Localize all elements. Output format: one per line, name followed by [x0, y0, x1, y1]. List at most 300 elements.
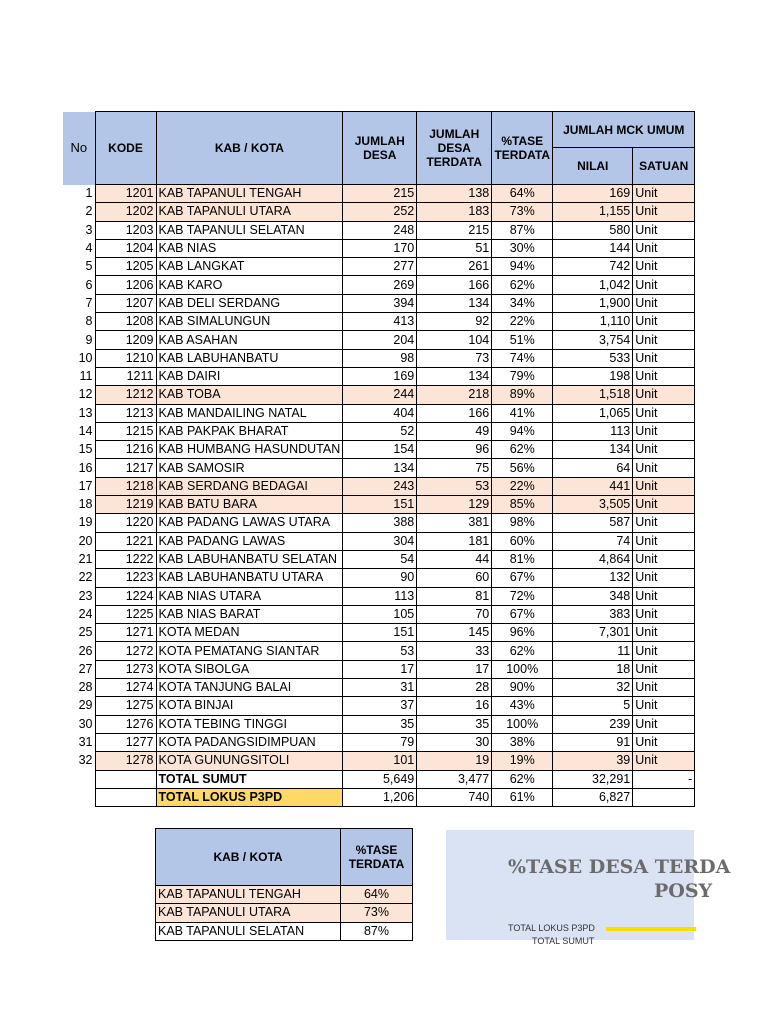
row-satuan: Unit	[633, 624, 695, 642]
header-jumlah-desa	[343, 112, 417, 185]
row-nilai: 11	[553, 642, 633, 660]
table-row	[63, 313, 695, 331]
row-nilai: 18	[553, 660, 633, 678]
table-row	[63, 697, 695, 715]
total-sumut-row-satuan: -	[633, 770, 695, 788]
row-jumlah-terdata: 166	[417, 276, 492, 294]
row-kab-kota: KAB NIAS BARAT	[156, 605, 343, 623]
table-row	[63, 624, 695, 642]
row-pct-terdata: 74%	[492, 349, 553, 367]
row-pct-terdata: 38%	[492, 733, 553, 751]
header-kode: KODE	[95, 112, 156, 185]
row-jumlah-desa: 244	[343, 386, 417, 404]
row-pct-terdata: 90%	[492, 679, 553, 697]
row-satuan: Unit	[633, 697, 695, 715]
table-row	[63, 514, 695, 532]
table-row	[63, 715, 695, 733]
row-jumlah-terdata: 129	[417, 496, 492, 514]
header-jumlah-desa-terdata	[417, 112, 492, 185]
row-kab-kota: KOTA TEBING TINGGI	[156, 715, 343, 733]
row-kode: 1202	[95, 203, 156, 221]
row-jumlah-terdata: 28	[417, 679, 492, 697]
row-nilai: 1,110	[553, 313, 633, 331]
row-jumlah-terdata: 73	[417, 349, 492, 367]
row-satuan: Unit	[633, 422, 695, 440]
row-satuan: Unit	[633, 239, 695, 257]
row-number: 9	[63, 331, 95, 349]
row-pct-terdata: 67%	[492, 569, 553, 587]
header-line: %TASE	[501, 134, 544, 148]
table-row	[63, 239, 695, 257]
row-number: 27	[63, 660, 95, 678]
row-jumlah-terdata: 81	[417, 587, 492, 605]
row-satuan: Unit	[633, 203, 695, 221]
row-number: 1	[63, 185, 95, 203]
row-jumlah-desa: 394	[343, 294, 417, 312]
row-jumlah-terdata: 16	[417, 697, 492, 715]
row-jumlah-terdata: 75	[417, 459, 492, 477]
total-lokus-row-desa: 1,206	[343, 788, 417, 806]
row-satuan: Unit	[633, 642, 695, 660]
row-kode: 1205	[95, 258, 156, 276]
table-row	[63, 550, 695, 568]
sub-row-kab-kota: KAB TAPANULI SELATAN	[156, 922, 341, 940]
chart-label-total-sumut: TOTAL SUMUT	[532, 936, 595, 946]
row-jumlah-desa: 170	[343, 239, 417, 257]
row-kode: 1217	[95, 459, 156, 477]
row-satuan: Unit	[633, 404, 695, 422]
row-jumlah-desa: 215	[343, 185, 417, 203]
row-nilai: 74	[553, 532, 633, 550]
blank-cell	[95, 788, 156, 806]
table-row	[63, 587, 695, 605]
row-pct-terdata: 94%	[492, 258, 553, 276]
row-nilai: 64	[553, 459, 633, 477]
table-row	[63, 733, 695, 751]
table-row	[63, 642, 695, 660]
row-satuan: Unit	[633, 313, 695, 331]
row-nilai: 134	[553, 441, 633, 459]
row-kab-kota: KAB TAPANULI TENGAH	[156, 185, 343, 203]
row-number: 20	[63, 532, 95, 550]
row-jumlah-terdata: 218	[417, 386, 492, 404]
header-kab-kota: KAB / KOTA	[156, 112, 343, 185]
header-line: DESA	[363, 148, 397, 162]
row-kab-kota: KAB MANDAILING NATAL	[156, 404, 343, 422]
row-nilai: 113	[553, 422, 633, 440]
row-jumlah-terdata: 381	[417, 514, 492, 532]
row-satuan: Unit	[633, 349, 695, 367]
row-kab-kota: KAB TOBA	[156, 386, 343, 404]
row-nilai: 1,900	[553, 294, 633, 312]
row-satuan: Unit	[633, 496, 695, 514]
row-nilai: 39	[553, 752, 633, 770]
table-row	[63, 331, 695, 349]
row-jumlah-desa: 154	[343, 441, 417, 459]
row-kode: 1275	[95, 697, 156, 715]
table-row	[63, 221, 695, 239]
row-kode: 1218	[95, 477, 156, 495]
row-pct-terdata: 96%	[492, 624, 553, 642]
row-nilai: 1,518	[553, 386, 633, 404]
row-jumlah-terdata: 51	[417, 239, 492, 257]
table-row	[63, 605, 695, 623]
row-number: 3	[63, 221, 95, 239]
row-satuan: Unit	[633, 386, 695, 404]
row-kode: 1209	[95, 331, 156, 349]
row-pct-terdata: 100%	[492, 660, 553, 678]
row-satuan: Unit	[633, 715, 695, 733]
header-line: JUMLAH	[354, 134, 405, 148]
total-lokus-row-pct: 61%	[492, 788, 553, 806]
row-kab-kota: KOTA GUNUNGSITOLI	[156, 752, 343, 770]
row-pct-terdata: 72%	[492, 587, 553, 605]
row-kode: 1276	[95, 715, 156, 733]
row-satuan: Unit	[633, 660, 695, 678]
row-jumlah-terdata: 49	[417, 422, 492, 440]
row-number: 23	[63, 587, 95, 605]
table-row	[156, 922, 413, 940]
row-jumlah-terdata: 70	[417, 605, 492, 623]
row-jumlah-terdata: 30	[417, 733, 492, 751]
row-satuan: Unit	[633, 532, 695, 550]
table-row	[156, 904, 413, 922]
row-pct-terdata: 60%	[492, 532, 553, 550]
row-kode: 1210	[95, 349, 156, 367]
row-jumlah-terdata: 96	[417, 441, 492, 459]
row-pct-terdata: 94%	[492, 422, 553, 440]
row-kode: 1273	[95, 660, 156, 678]
row-number: 13	[63, 404, 95, 422]
row-satuan: Unit	[633, 459, 695, 477]
row-jumlah-terdata: 104	[417, 331, 492, 349]
table-row	[63, 459, 695, 477]
row-jumlah-desa: 52	[343, 422, 417, 440]
row-number: 10	[63, 349, 95, 367]
row-number: 6	[63, 276, 95, 294]
total-lokus-row	[63, 788, 695, 806]
row-nilai: 742	[553, 258, 633, 276]
row-satuan: Unit	[633, 514, 695, 532]
row-pct-terdata: 64%	[492, 185, 553, 203]
row-jumlah-desa: 54	[343, 550, 417, 568]
row-number: 15	[63, 441, 95, 459]
row-kode: 1204	[95, 239, 156, 257]
row-kode: 1220	[95, 514, 156, 532]
row-number: 4	[63, 239, 95, 257]
row-jumlah-desa: 151	[343, 624, 417, 642]
sub-row-kab-kota: KAB TAPANULI TENGAH	[156, 886, 341, 904]
row-kode: 1225	[95, 605, 156, 623]
row-jumlah-desa: 17	[343, 660, 417, 678]
row-satuan: Unit	[633, 276, 695, 294]
total-lokus-row-nilai: 6,827	[553, 788, 633, 806]
row-nilai: 1,155	[553, 203, 633, 221]
row-jumlah-desa: 31	[343, 679, 417, 697]
row-nilai: 3,754	[553, 331, 633, 349]
row-pct-terdata: 34%	[492, 294, 553, 312]
header-satuan: SATUAN	[633, 148, 695, 185]
row-jumlah-desa: 248	[343, 221, 417, 239]
table-row	[63, 294, 695, 312]
row-satuan: Unit	[633, 367, 695, 385]
table-row	[63, 679, 695, 697]
table-row	[63, 569, 695, 587]
chart-bar	[606, 927, 696, 931]
header-jumlah-mck-umum: JUMLAH MCK UMUM	[553, 112, 695, 148]
table-row	[63, 258, 695, 276]
row-number: 8	[63, 313, 95, 331]
row-kab-kota: KAB PAKPAK BHARAT	[156, 422, 343, 440]
row-number: 2	[63, 203, 95, 221]
row-satuan: Unit	[633, 294, 695, 312]
row-pct-terdata: 62%	[492, 642, 553, 660]
row-jumlah-desa: 277	[343, 258, 417, 276]
row-jumlah-desa: 169	[343, 367, 417, 385]
row-jumlah-terdata: 53	[417, 477, 492, 495]
total-sumut-row	[63, 770, 695, 788]
row-satuan: Unit	[633, 733, 695, 751]
table-row	[63, 422, 695, 440]
row-pct-terdata: 81%	[492, 550, 553, 568]
row-satuan: Unit	[633, 477, 695, 495]
row-jumlah-desa: 404	[343, 404, 417, 422]
row-satuan: Unit	[633, 221, 695, 239]
row-nilai: 587	[553, 514, 633, 532]
row-kab-kota: KOTA MEDAN	[156, 624, 343, 642]
row-nilai: 441	[553, 477, 633, 495]
row-kab-kota: KAB NIAS UTARA	[156, 587, 343, 605]
row-nilai: 169	[553, 185, 633, 203]
row-kab-kota: KOTA SIBOLGA	[156, 660, 343, 678]
row-kode: 1277	[95, 733, 156, 751]
row-number: 18	[63, 496, 95, 514]
row-nilai: 198	[553, 367, 633, 385]
row-kab-kota: KAB DELI SERDANG	[156, 294, 343, 312]
row-kab-kota: KAB BATU BARA	[156, 496, 343, 514]
row-kab-kota: KAB LABUHANBATU	[156, 349, 343, 367]
row-kode: 1215	[95, 422, 156, 440]
header-line: TERDATA	[426, 155, 482, 169]
table-row	[63, 386, 695, 404]
row-jumlah-desa: 113	[343, 587, 417, 605]
table-row	[63, 532, 695, 550]
row-jumlah-terdata: 33	[417, 642, 492, 660]
row-nilai: 3,505	[553, 496, 633, 514]
row-satuan: Unit	[633, 679, 695, 697]
row-kode: 1272	[95, 642, 156, 660]
row-number: 14	[63, 422, 95, 440]
row-jumlah-terdata: 183	[417, 203, 492, 221]
table-row	[63, 349, 695, 367]
row-nilai: 533	[553, 349, 633, 367]
row-kode: 1278	[95, 752, 156, 770]
row-nilai: 91	[553, 733, 633, 751]
row-pct-terdata: 100%	[492, 715, 553, 733]
row-number: 25	[63, 624, 95, 642]
table-row	[63, 660, 695, 678]
row-number: 19	[63, 514, 95, 532]
row-jumlah-desa: 269	[343, 276, 417, 294]
total-lokus-row-terdata: 740	[417, 788, 492, 806]
row-jumlah-terdata: 19	[417, 752, 492, 770]
row-number: 17	[63, 477, 95, 495]
row-satuan: Unit	[633, 331, 695, 349]
row-jumlah-terdata: 60	[417, 569, 492, 587]
row-kode: 1203	[95, 221, 156, 239]
row-number: 30	[63, 715, 95, 733]
row-nilai: 5	[553, 697, 633, 715]
row-pct-terdata: 85%	[492, 496, 553, 514]
row-pct-terdata: 98%	[492, 514, 553, 532]
row-kab-kota: KOTA PADANGSIDIMPUAN	[156, 733, 343, 751]
chart-title-line1: %TASE DESA TERDA	[508, 856, 731, 878]
header-no: No	[63, 112, 95, 185]
table-row	[63, 404, 695, 422]
row-pct-terdata: 89%	[492, 386, 553, 404]
row-jumlah-desa: 105	[343, 605, 417, 623]
sub-row-pct-terdata: 73%	[341, 904, 413, 922]
row-number: 26	[63, 642, 95, 660]
row-kab-kota: KAB SIMALUNGUN	[156, 313, 343, 331]
row-pct-terdata: 22%	[492, 313, 553, 331]
header-line: DESA	[437, 141, 471, 155]
sub-header-pct-terdata	[341, 829, 413, 886]
row-kode: 1224	[95, 587, 156, 605]
table-row	[63, 203, 695, 221]
blank-cell	[95, 770, 156, 788]
row-pct-terdata: 67%	[492, 605, 553, 623]
row-satuan: Unit	[633, 569, 695, 587]
table-row	[63, 496, 695, 514]
row-pct-terdata: 30%	[492, 239, 553, 257]
row-jumlah-desa: 35	[343, 715, 417, 733]
header-line: %TASE	[355, 843, 398, 857]
row-jumlah-desa: 134	[343, 459, 417, 477]
row-kab-kota: KAB TAPANULI SELATAN	[156, 221, 343, 239]
blank-cell	[63, 770, 95, 788]
row-jumlah-desa: 90	[343, 569, 417, 587]
row-kode: 1221	[95, 532, 156, 550]
row-jumlah-desa: 37	[343, 697, 417, 715]
row-kab-kota: KAB LABUHANBATU SELATAN	[156, 550, 343, 568]
table-row	[63, 477, 695, 495]
row-number: 32	[63, 752, 95, 770]
row-jumlah-terdata: 138	[417, 185, 492, 203]
row-kode: 1223	[95, 569, 156, 587]
total-sumut-row-label: TOTAL SUMUT	[156, 770, 343, 788]
row-kode: 1219	[95, 496, 156, 514]
row-number: 21	[63, 550, 95, 568]
sub-row-pct-terdata: 64%	[341, 886, 413, 904]
row-jumlah-desa: 204	[343, 331, 417, 349]
row-jumlah-terdata: 145	[417, 624, 492, 642]
row-jumlah-desa: 79	[343, 733, 417, 751]
row-number: 7	[63, 294, 95, 312]
total-lokus-row-label: TOTAL LOKUS P3PD	[156, 788, 343, 806]
chart-preview	[446, 830, 731, 946]
row-satuan: Unit	[633, 258, 695, 276]
row-jumlah-desa: 98	[343, 349, 417, 367]
row-nilai: 580	[553, 221, 633, 239]
row-jumlah-desa: 388	[343, 514, 417, 532]
row-jumlah-desa: 101	[343, 752, 417, 770]
row-pct-terdata: 41%	[492, 404, 553, 422]
row-jumlah-terdata: 215	[417, 221, 492, 239]
row-satuan: Unit	[633, 550, 695, 568]
row-nilai: 1,065	[553, 404, 633, 422]
row-kab-kota: KAB KARO	[156, 276, 343, 294]
row-jumlah-desa: 413	[343, 313, 417, 331]
total-sumut-row-nilai: 32,291	[553, 770, 633, 788]
row-jumlah-terdata: 134	[417, 367, 492, 385]
row-jumlah-terdata: 181	[417, 532, 492, 550]
header-line: TERDATA	[348, 857, 405, 871]
row-nilai: 32	[553, 679, 633, 697]
row-kab-kota: KAB PADANG LAWAS UTARA	[156, 514, 343, 532]
row-satuan: Unit	[633, 752, 695, 770]
row-kode: 1206	[95, 276, 156, 294]
row-pct-terdata: 79%	[492, 367, 553, 385]
row-kab-kota: KOTA PEMATANG SIANTAR	[156, 642, 343, 660]
row-number: 11	[63, 367, 95, 385]
table-row	[63, 441, 695, 459]
row-kode: 1208	[95, 313, 156, 331]
sub-row-pct-terdata: 87%	[341, 922, 413, 940]
row-kab-kota: KAB TAPANULI UTARA	[156, 203, 343, 221]
row-satuan: Unit	[633, 185, 695, 203]
row-kab-kota: KAB NIAS	[156, 239, 343, 257]
row-kab-kota: KOTA BINJAI	[156, 697, 343, 715]
chart-title-line2: POSY	[654, 880, 713, 902]
sub-header-kab-kota: KAB / KOTA	[156, 829, 341, 886]
table-row	[63, 276, 695, 294]
header-pct-terdata	[492, 112, 553, 185]
row-pct-terdata: 51%	[492, 331, 553, 349]
row-jumlah-desa: 243	[343, 477, 417, 495]
row-number: 5	[63, 258, 95, 276]
row-jumlah-terdata: 17	[417, 660, 492, 678]
total-lokus-row-satuan	[633, 788, 695, 806]
total-sumut-row-pct: 62%	[492, 770, 553, 788]
chart-label-total-lokus: TOTAL LOKUS P3PD	[508, 923, 595, 933]
row-number: 28	[63, 679, 95, 697]
row-number: 22	[63, 569, 95, 587]
row-pct-terdata: 43%	[492, 697, 553, 715]
row-nilai: 7,301	[553, 624, 633, 642]
row-kode: 1271	[95, 624, 156, 642]
mck-data-table	[63, 111, 695, 807]
blank-cell	[63, 788, 95, 806]
row-kode: 1274	[95, 679, 156, 697]
row-kode: 1207	[95, 294, 156, 312]
total-sumut-row-terdata: 3,477	[417, 770, 492, 788]
row-jumlah-terdata: 261	[417, 258, 492, 276]
row-kab-kota: KOTA TANJUNG BALAI	[156, 679, 343, 697]
row-kab-kota: KAB LABUHANBATU UTARA	[156, 569, 343, 587]
table-row	[63, 367, 695, 385]
row-nilai: 239	[553, 715, 633, 733]
row-kode: 1201	[95, 185, 156, 203]
row-number: 12	[63, 386, 95, 404]
sub-row-kab-kota: KAB TAPANULI UTARA	[156, 904, 341, 922]
row-pct-terdata: 87%	[492, 221, 553, 239]
row-number: 31	[63, 733, 95, 751]
row-number: 24	[63, 605, 95, 623]
row-satuan: Unit	[633, 441, 695, 459]
row-nilai: 4,864	[553, 550, 633, 568]
row-satuan: Unit	[633, 605, 695, 623]
